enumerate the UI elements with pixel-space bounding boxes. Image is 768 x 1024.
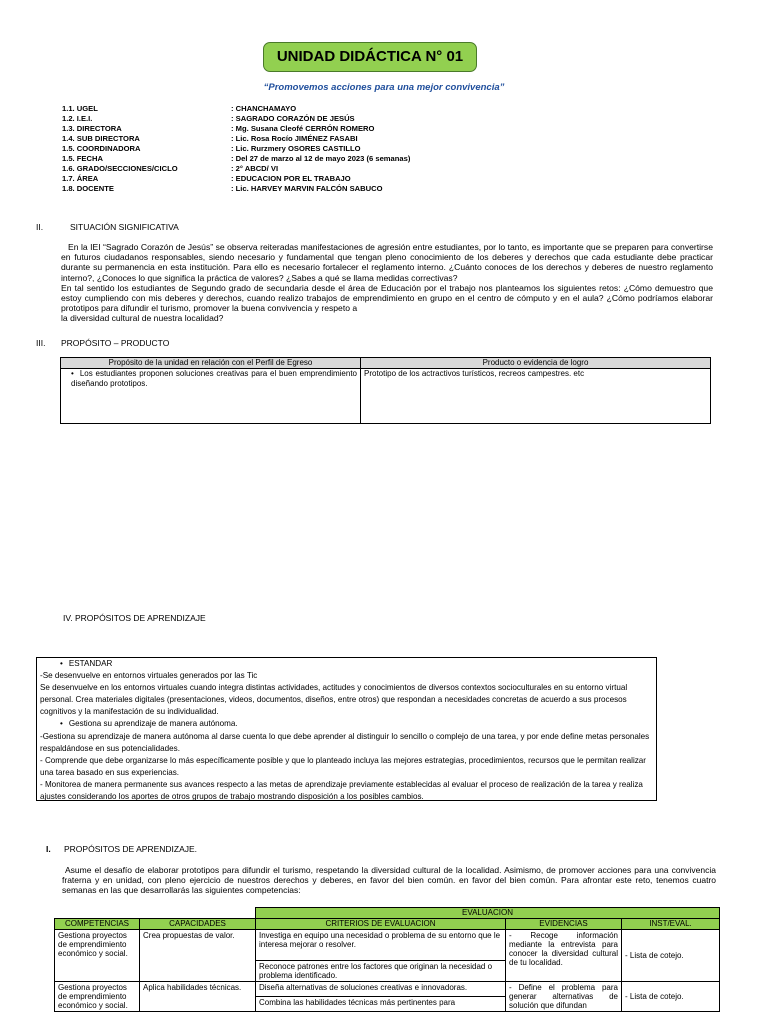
inst-eval-header: INST/EVAL. [622, 919, 720, 930]
info-value: : Lic. HARVEY MARVIN FALCÓN SABUCO [231, 184, 383, 193]
competency-cell: Gestiona proyectos de emprendimiento económico y social. [55, 930, 140, 982]
criterion-cell: Reconoce patrones entre los factores que originan la necesidad o problema identificado. [256, 961, 506, 982]
unit-subtitle: “Promovemos acciones para una mejor convivencia” [263, 82, 505, 93]
criterios-header: CRITERIOS DE EVALUACION [256, 919, 506, 930]
criterion-cell: Investiga en equipo una necesidad o problema de su entorno que le interesa mejorar o resolver. [256, 930, 506, 961]
section-4-title: IV. PROPÓSITOS DE APRENDIZAJE [63, 613, 206, 623]
situation-paragraph-1: En la IEI “Sagrado Corazón de Jesús” se observa reiteradas manifestaciones de agresión entre estudiantes, por lo tanto, es importante que se preparen para convertirse en futuros ciudadanos responsables, siendo necesario y fundamental que tengan pleno conocimiento de los deberes y derechos que cada estudiante debe practicar durante su permanencia en esta institución. Para ello es necesario fortalecer el reglamento interno. ¿Cuánto conoces de los derechos y deberes de nuestro reglamento interno?, ¿Conoces lo que significa la práctica de valores? ¿Sabes a qué se llama medidas correctivas? [61, 242, 713, 283]
info-value: : SAGRADO CORAZÓN DE JESÚS [231, 114, 355, 123]
empty-header [55, 908, 256, 919]
situation-paragraph-3: la diversidad cultural de nuestra localidad? [61, 313, 224, 324]
competency-cell: Gestiona proyectos de emprendimiento económico y social. [55, 982, 140, 1012]
situation-paragraph-2: En tal sentido los estudiantes de Segundo grado de secundaria desde el área de Educación por el trabajo nos planteamos los siguientes retos: ¿Cómo demuestro que estoy cumpliendo con mis deberes y derechos, cuando realizo trabajos de emprendimiento en grupo en el centro de cómputo y en el aula? ¿Cómo podríamos elaborar prototipos para difundir el turismo, promover la buena convivencia y respeto a [61, 282, 713, 314]
standard-line: -Se desenvuelve en entornos virtuales generados por las Tic [40, 671, 258, 681]
product-header: Producto o evidencia de logro [361, 358, 711, 369]
evidence-cell: - Recoge información mediante la entrevista para conocer la diversidad cultural de tu localidad. [506, 930, 622, 982]
bullet-icon [60, 659, 69, 668]
section-5-title: PROPÓSITOS DE APRENDIZAJE. [64, 844, 198, 854]
capacidades-header: CAPACIDADES [140, 919, 256, 930]
info-label: 1.2. I.E.I. [62, 114, 93, 123]
standard-line: Se desenvuelve en los entornos virtuales cuando integra distintas actividades, actitudes y conocimientos de diversos contextos socioculturales en su entorno virtual personal. Crea materiales digitales (presentaciones, videos, documentos, diseños, entre otros) que respondan a necesidades concretas de acuerdo a sus procesos cognitivos y la manifestación de su individualidad. [40, 683, 628, 717]
info-value: : Lic. Rosa Rocío JIMÉNEZ FASABI [231, 134, 358, 143]
info-label: 1.5. FECHA [62, 154, 103, 163]
purpose-header: Propósito de la unidad en relación con el Perfil de Egreso [61, 358, 361, 369]
evaluacion-header: EVALUACION [256, 908, 720, 919]
standard-line: - Comprende que debe organizarse lo más específicamente posible y que lo planteado incluya las mejores estrategias, procedimientos, recursos que le permitan realizar una tarea basado en sus experiencias. [40, 755, 647, 777]
info-label: 1.5. COORDINADORA [62, 144, 141, 153]
situation-text [61, 242, 713, 324]
info-value: : Lic. Rurzmery OSORES CASTILLO [231, 144, 361, 153]
capacity-cell: Aplica habilidades técnicas. [140, 982, 256, 1012]
info-label: 1.8. DOCENTE [62, 184, 114, 193]
bullet-icon [60, 719, 69, 728]
criterion-cell: Combina las habilidades técnicas más pertinentes para [256, 997, 506, 1012]
section-5-number: I. [46, 844, 51, 854]
general-info [62, 104, 482, 194]
standard-box [36, 657, 657, 801]
info-label: 1.4. SUB DIRECTORA [62, 134, 140, 143]
info-value: : CHANCHAMAYO [231, 104, 297, 113]
instrument-cell: - Lista de cotejo. [622, 982, 720, 1012]
competencias-header: COMPETENCIAS [55, 919, 140, 930]
info-label: 1.6. GRADO/SECCIONES/CICLO [62, 164, 178, 173]
info-value: : 2° ABCD/ VI [231, 164, 279, 173]
evidencias-header: EVIDENCIAS [506, 919, 622, 930]
section-2-title: SITUACIÓN SIGNIFICATIVA [70, 222, 179, 232]
standard-heading: • ESTANDAR [40, 658, 653, 670]
evidence-cell: - Define el problema para generar alternativas de solución que difundan [506, 982, 622, 1012]
info-label: 1.1. UGEL [62, 104, 98, 113]
section-2-number: II. [36, 222, 44, 232]
learning-purposes-text: Asume el desafío de elaborar prototipos para difundir el turismo, respetando la diversidad cultural de la localidad. Asimismo, de promover acciones para una convivencia fraterna y en unidad, con pleno ejercicio de nuestros derechos y deberes, en favor del bien común. en favor del bien común. Para afrontar este reto, tenemos cuatro semanas en las que desarrollarás las siguientes competencias: [62, 865, 716, 895]
section-3-title: PROPÓSITO – PRODUCTO [61, 338, 170, 348]
instrument-cell: - Lista de cotejo. [622, 930, 720, 982]
page-title: UNIDAD DIDÁCTICA N° 01 [263, 42, 477, 72]
info-label: 1.7. ÁREA [62, 174, 99, 183]
purpose-cell [61, 369, 361, 424]
info-label: 1.3. DIRECTORA [62, 124, 122, 133]
bullet-icon [71, 369, 80, 378]
purpose-product-table [60, 357, 711, 424]
standard-line: -Gestiona su aprendizaje de manera autónoma al darse cuenta lo que debe aprender al distinguir lo sencillo o complejo de una tarea, y por ende define metas personales respaldándose en sus potencialidades. [40, 731, 650, 753]
evaluation-table [54, 907, 720, 1012]
section-3-number: III. [36, 338, 46, 348]
standard-line: - Monitorea de manera permanente sus avances respecto a las metas de aprendizaje previamente establecidas al evaluar el proceso de realización de la tarea y realiza ajustes considerando los aportes de otros grupos de trabajo mostrando disposición a los posibles cambios. [40, 779, 643, 802]
criterion-cell: Diseña alternativas de soluciones creativas e innovadoras. [256, 982, 506, 997]
purpose-text: Los estudiantes proponen soluciones creativas para el buen emprendimiento diseñando prototipos. [71, 369, 357, 388]
info-value: : EDUCACION POR EL TRABAJO [231, 174, 351, 183]
product-cell [361, 369, 711, 424]
info-value: : Mg. Susana Cleofé CERRÓN ROMERO [231, 124, 375, 133]
product-text: Prototipo de los actractivos turísticos, recreos campestres. etc [364, 369, 585, 378]
info-value: : Del 27 de marzo al 12 de mayo 2023 (6 semanas) [231, 154, 411, 163]
competency-heading: • Gestiona su aprendizaje de manera autónoma. [40, 718, 653, 730]
capacity-cell: Crea propuestas de valor. [140, 930, 256, 982]
